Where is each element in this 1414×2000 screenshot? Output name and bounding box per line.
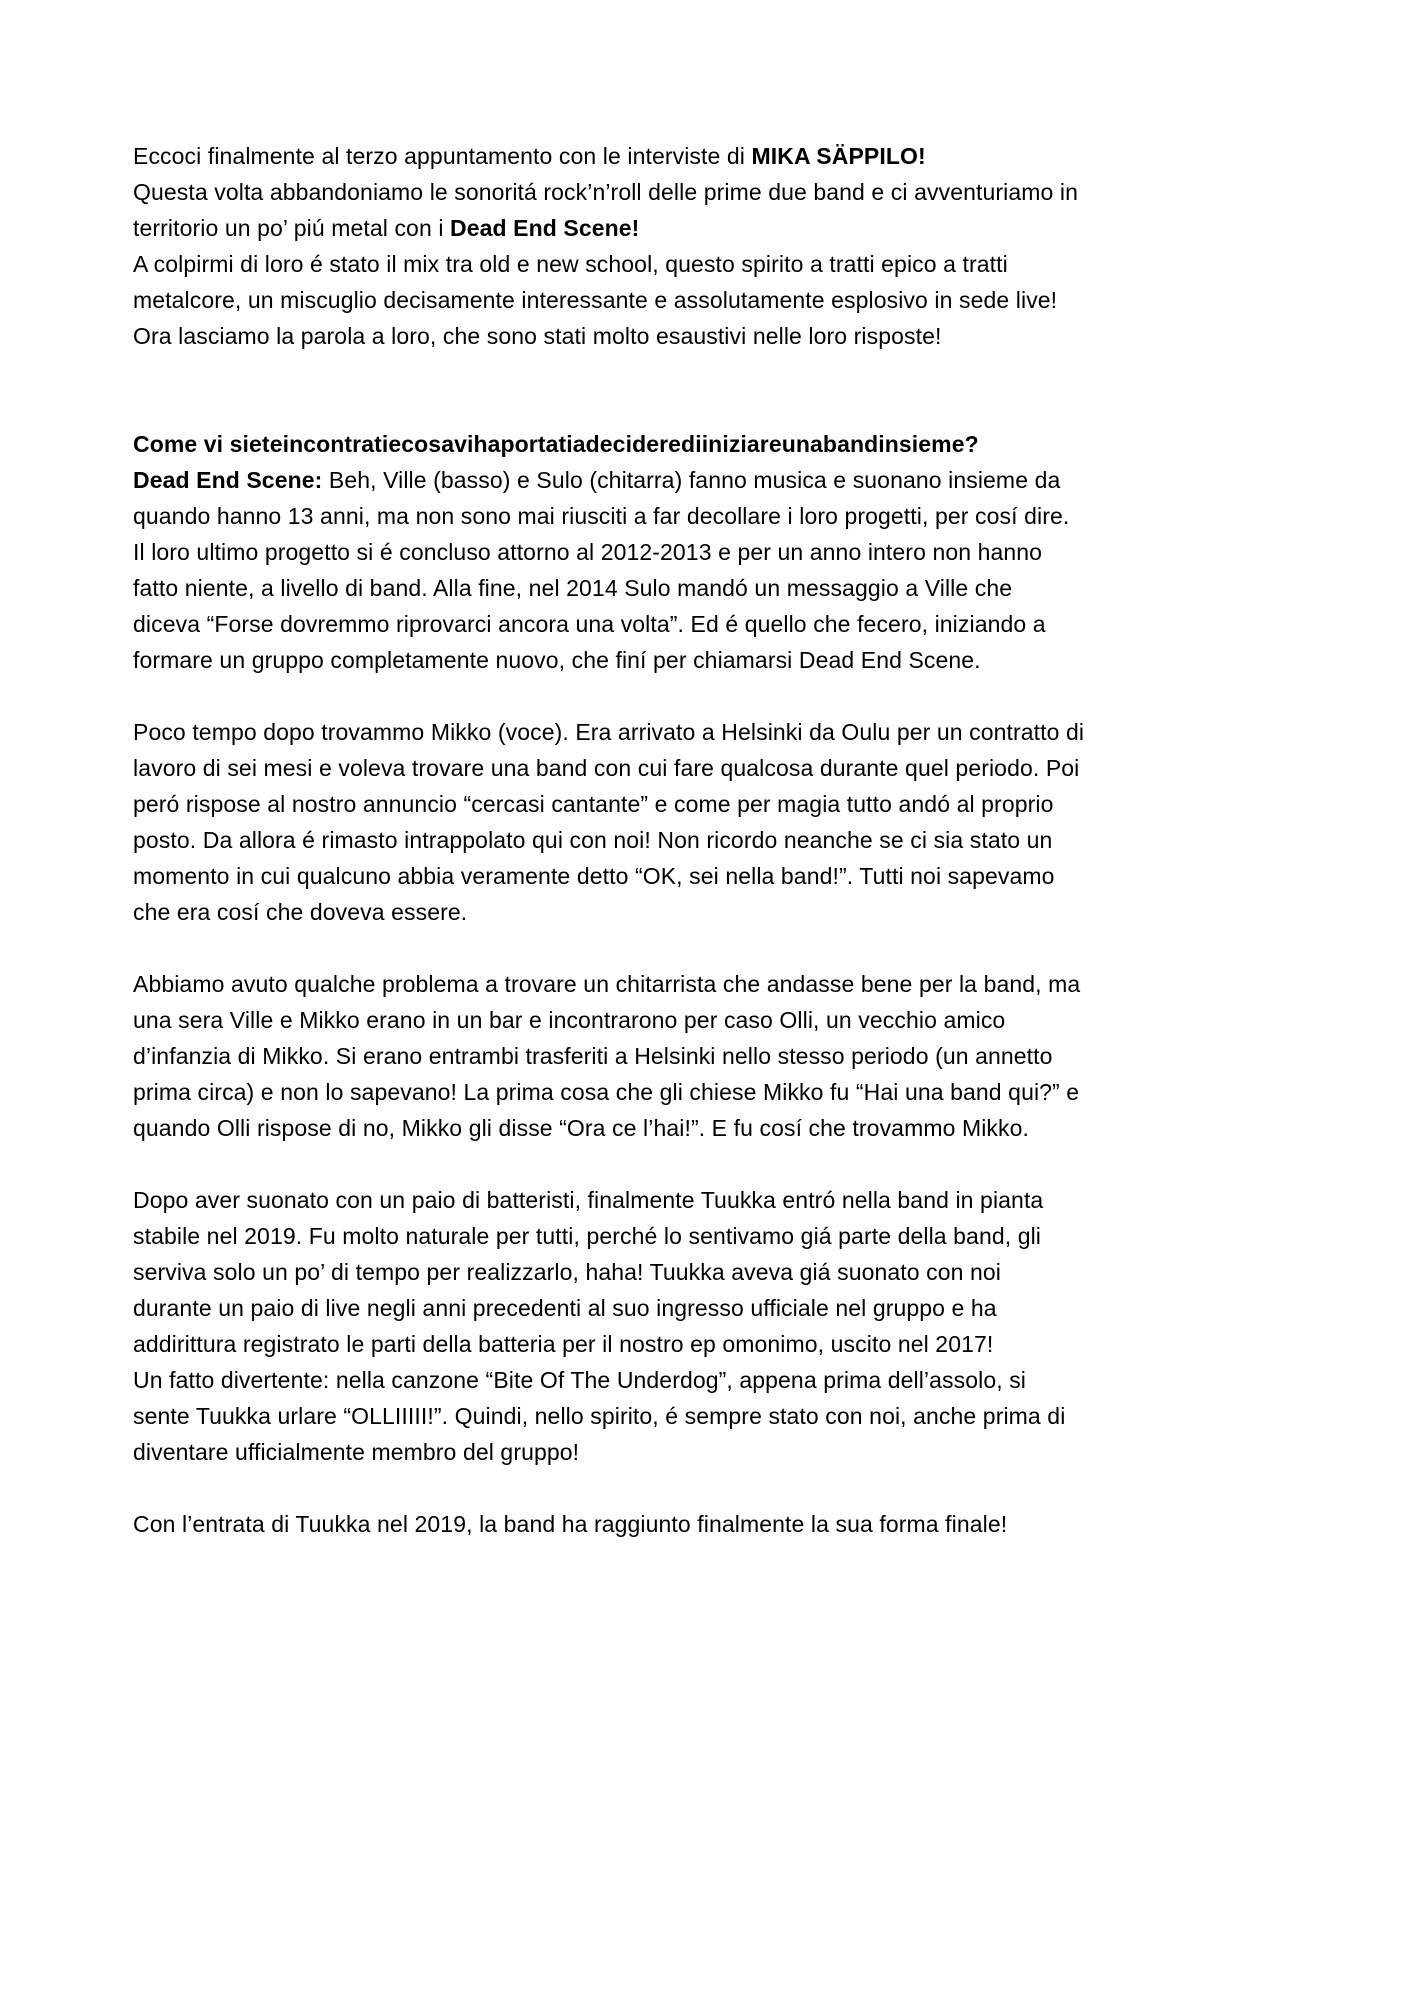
text-line xyxy=(133,606,1281,642)
text-line xyxy=(133,1362,1281,1398)
text-run: Beh, Ville (basso) e Sulo (chitarra) fanno musica e suonano insieme da xyxy=(328,467,1061,493)
text-line xyxy=(133,1002,1281,1038)
text-line xyxy=(133,714,1281,750)
text-run: posto. Da allora é rimasto intrappolato qui con noi! Non ricordo neanche se ci sia stato un xyxy=(133,827,1053,853)
text-line xyxy=(133,1326,1281,1362)
text-run: lavoro di sei mesi e voleva trovare una band con cui fare qualcosa durante quel periodo. Poi xyxy=(133,755,1080,781)
text-run: quando hanno 13 anni, ma non sono mai riusciti a far decollare i loro progetti, per cosí dire. xyxy=(133,503,1070,529)
text-run: prima circa) e non lo sapevano! La prima cosa che gli chiese Mikko fu “Hai una band qui?” e xyxy=(133,1079,1080,1105)
text-line xyxy=(133,318,1281,354)
text-run: Il loro ultimo progetto si é concluso attorno al 2012-2013 e per un anno intero non hanno xyxy=(133,539,1043,565)
text-run: serviva solo un po’ di tempo per realizzarlo, haha! Tuukka aveva giá suonato con noi xyxy=(133,1259,1002,1285)
text-run: sente Tuukka urlare “OLLIIIII!”. Quindi, nello spirito, é sempre stato con noi, anche prima di xyxy=(133,1403,1066,1429)
text-run: metalcore, un miscuglio decisamente interessante e assolutamente esplosivo in sede live! xyxy=(133,287,1058,313)
text-run: peró rispose al nostro annuncio “cercasi cantante” e come per magia tutto andó al proprio xyxy=(133,791,1054,817)
bold-text-run: Come vi sieteincontratiecosavihaportatiadeciderediiniziareunabandinsieme? xyxy=(133,431,979,457)
text-run: una sera Ville e Mikko erano in un bar e incontrarono per caso Olli, un vecchio amico xyxy=(133,1007,1006,1033)
paragraph-answer-1-origins xyxy=(133,462,1281,678)
text-run: Ora lasciamo la parola a loro, che sono stati molto esaustivi nelle loro risposte! xyxy=(133,323,942,349)
text-line xyxy=(133,570,1281,606)
text-line xyxy=(133,750,1281,786)
paragraph-answer-1-mikko xyxy=(133,714,1281,930)
text-line xyxy=(133,1182,1281,1218)
text-line xyxy=(133,210,1281,246)
paragraph-answer-1-tuukka xyxy=(133,1182,1281,1470)
text-line xyxy=(133,1506,1281,1542)
text-run: che era cosí che doveva essere. xyxy=(133,899,468,925)
paragraph-closing xyxy=(133,1506,1281,1542)
text-line xyxy=(133,462,1281,498)
text-line xyxy=(133,138,1281,174)
text-line xyxy=(133,858,1281,894)
text-line xyxy=(133,894,1281,930)
bold-text-run: MIKA SÄPPILO! xyxy=(751,143,926,169)
paragraph-question-1 xyxy=(133,426,1281,462)
text-line xyxy=(133,1218,1281,1254)
bold-text-run: Dead End Scene: xyxy=(133,467,329,493)
text-run: stabile nel 2019. Fu molto naturale per tutti, perché lo sentivamo giá parte della band, gli xyxy=(133,1223,1042,1249)
text-line xyxy=(133,1290,1281,1326)
text-run: momento in cui qualcuno abbia veramente detto “OK, sei nella band!”. Tutti noi sapevamo xyxy=(133,863,1055,889)
text-line xyxy=(133,1110,1281,1146)
document-content xyxy=(133,138,1281,1542)
text-line xyxy=(133,282,1281,318)
bold-text-run: Dead End Scene! xyxy=(450,215,640,241)
text-run: diceva “Forse dovremmo riprovarci ancora una volta”. Ed é quello che fecero, iniziando a xyxy=(133,611,1046,637)
text-run: diventare ufficialmente membro del gruppo! xyxy=(133,1439,580,1465)
text-run: Un fatto divertente: nella canzone “Bite Of The Underdog”, appena prima dell’assolo, si xyxy=(133,1367,1026,1393)
paragraph-answer-1-olli xyxy=(133,966,1281,1146)
text-line xyxy=(133,498,1281,534)
text-run: Abbiamo avuto qualche problema a trovare un chitarrista che andasse bene per la band, ma xyxy=(133,971,1081,997)
text-line xyxy=(133,1074,1281,1110)
text-run: Eccoci finalmente al terzo appuntamento con le interviste di xyxy=(133,143,752,169)
text-run: formare un gruppo completamente nuovo, che finí per chiamarsi Dead End Scene. xyxy=(133,647,981,673)
text-line xyxy=(133,1398,1281,1434)
text-line xyxy=(133,966,1281,1002)
text-run: A colpirmi di loro é stato il mix tra old e new school, questo spirito a tratti epico a tratti xyxy=(133,251,1008,277)
text-line xyxy=(133,786,1281,822)
text-line xyxy=(133,174,1281,210)
text-run: Questa volta abbandoniamo le sonoritá rock’n’roll delle prime due band e ci avventuriamo in xyxy=(133,179,1078,205)
text-line xyxy=(133,246,1281,282)
text-line xyxy=(133,534,1281,570)
text-line xyxy=(133,1254,1281,1290)
text-run: territorio un po’ piú metal con i xyxy=(133,215,451,241)
text-run: Con l’entrata di Tuukka nel 2019, la band ha raggiunto finalmente la sua forma finale! xyxy=(133,1511,1008,1537)
text-run: Poco tempo dopo trovammo Mikko (voce). Era arrivato a Helsinki da Oulu per un contratto di xyxy=(133,719,1085,745)
text-run: d’infanzia di Mikko. Si erano entrambi trasferiti a Helsinki nello stesso periodo (un annetto xyxy=(133,1043,1053,1069)
text-line xyxy=(133,642,1281,678)
text-line xyxy=(133,1038,1281,1074)
text-run: quando Olli rispose di no, Mikko gli disse “Ora ce l’hai!”. E fu cosí che trovammo Mikko. xyxy=(133,1115,1030,1141)
text-run: durante un paio di live negli anni precedenti al suo ingresso ufficiale nel gruppo e ha xyxy=(133,1295,997,1321)
text-line xyxy=(133,1434,1281,1470)
text-run: addirittura registrato le parti della batteria per il nostro ep omonimo, uscito nel 2017! xyxy=(133,1331,994,1357)
text-run: fatto niente, a livello di band. Alla fine, nel 2014 Sulo mandó un messaggio a Ville che xyxy=(133,575,1013,601)
paragraph-intro xyxy=(133,138,1281,354)
text-run: Dopo aver suonato con un paio di batteristi, finalmente Tuukka entró nella band in pianta xyxy=(133,1187,1044,1213)
text-line xyxy=(133,822,1281,858)
text-line xyxy=(133,426,1281,462)
